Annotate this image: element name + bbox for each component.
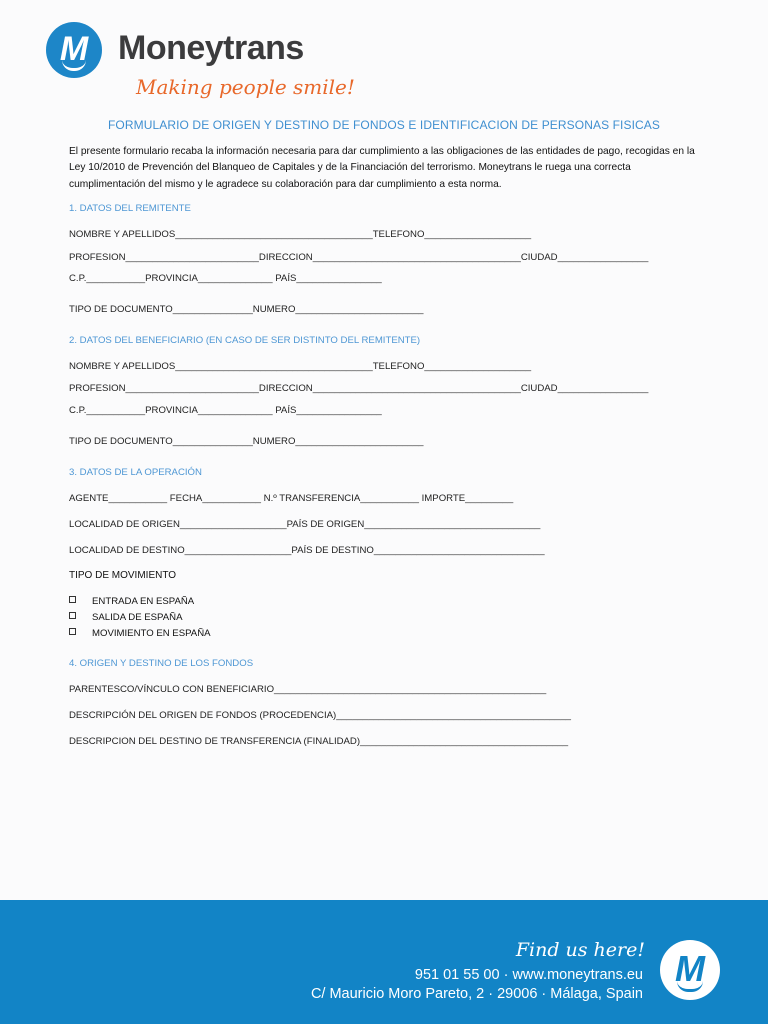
sender-document-line[interactable]: TIPO DE DOCUMENTO_______________NUMERO________________________ [69, 304, 424, 315]
footer-logo-icon [660, 940, 720, 1000]
checkbox-icon[interactable] [69, 612, 76, 619]
option-label: SALIDA DE ESPAÑA [92, 612, 183, 623]
origin-locality-line[interactable]: LOCALIDAD DE ORIGEN____________________PAÍS DE ORIGEN_________________________________ [69, 519, 541, 530]
option-label: ENTRADA EN ESPAÑA [92, 596, 195, 607]
option-label: MOVIMIENTO EN ESPAÑA [92, 628, 211, 639]
footer-logo-letter: M [675, 948, 705, 989]
section-4-heading: 4. ORIGEN Y DESTINO DE LOS FONDOS [69, 658, 254, 669]
section-1-heading: 1. DATOS DEL REMITENTE [69, 203, 191, 214]
brand-name: Moneytrans [118, 29, 304, 67]
operation-agent-line[interactable]: AGENTE___________ FECHA___________ N.º TRANSFERENCIA___________ IMPORTE_________ [69, 493, 514, 504]
address: C/ Mauricio Moro Pareto, 2 · 29006 · Málaga, Spain [310, 986, 643, 1002]
destination-locality-line[interactable]: LOCALIDAD DE DESTINO____________________PAÍS DE DESTINO________________________________ [69, 545, 545, 556]
checkbox-icon[interactable] [69, 628, 76, 635]
phone-website: 951 01 55 00 · www.moneytrans.eu [414, 967, 643, 983]
header [46, 20, 386, 106]
option-entrada[interactable] [69, 596, 194, 607]
beneficiary-name-phone-line[interactable]: NOMBRE Y APELLIDOS_____________________________________TELEFONO____________________ [69, 361, 532, 372]
moneytrans-logo-icon [46, 22, 102, 78]
intro-paragraph: El presente formulario recaba la información necesaria para dar cumplimiento a las obligaciones de las entidades de pago, recogidas en la Ley 10/2010 de Prevención del Blanqueo de Capitales y de la Financiación del terrorismo. Moneytrans le ruega una correcta cumplimentación del mismo y le agradece su colaboración para dar cumplimiento a esta norma. [69, 146, 695, 190]
form-title: FORMULARIO DE ORIGEN Y DESTINO DE FONDOS E IDENTIFICACION DE PERSONAS FISICAS [107, 118, 660, 132]
beneficiary-profession-address-line[interactable]: PROFESION_________________________DIRECCION_______________________________________CIUDAD_________________ [69, 383, 649, 394]
contact-info [311, 966, 643, 1004]
option-salida[interactable] [69, 612, 182, 623]
footer [0, 900, 768, 1024]
find-us-text: Find us here! [515, 939, 645, 961]
funds-destination-line[interactable]: DESCRIPCION DEL DESTINO DE TRANSFERENCIA (FINALIDAD)_______________________________________ [69, 736, 569, 747]
beneficiary-document-line[interactable]: TIPO DE DOCUMENTO_______________NUMERO________________________ [69, 436, 424, 447]
relationship-line[interactable]: PARENTESCO/VÍNCULO CON BENEFICIARIO___________________________________________________ [69, 684, 547, 695]
logo-letter: M [59, 30, 89, 68]
movement-type-label: TIPO DE MOVIMIENTO [69, 570, 177, 581]
sender-postal-province-line[interactable]: C.P.___________PROVINCIA______________ PAÍS________________ [69, 273, 382, 284]
checkbox-icon[interactable] [69, 596, 76, 603]
funds-origin-line[interactable]: DESCRIPCIÓN DEL ORIGEN DE FONDOS (PROCEDENCIA)____________________________________________ [69, 710, 571, 721]
tagline: Making people smile! [136, 75, 355, 99]
section-3-heading: 3. DATOS DE LA OPERACIÓN [69, 467, 202, 478]
sender-profession-address-line[interactable]: PROFESION_________________________DIRECCION_______________________________________CIUDAD_________________ [69, 252, 649, 263]
sender-name-phone-line[interactable]: NOMBRE Y APELLIDOS_____________________________________TELEFONO____________________ [69, 229, 532, 240]
option-movimiento[interactable] [69, 628, 211, 639]
footer-logo-smile [677, 981, 703, 992]
logo-smile [62, 60, 86, 71]
section-2-heading: 2. DATOS DEL BENEFICIARIO (EN CASO DE SER DISTINTO DEL REMITENTE) [69, 335, 421, 346]
beneficiary-postal-province-line[interactable]: C.P.___________PROVINCIA______________ PAÍS________________ [69, 405, 382, 416]
